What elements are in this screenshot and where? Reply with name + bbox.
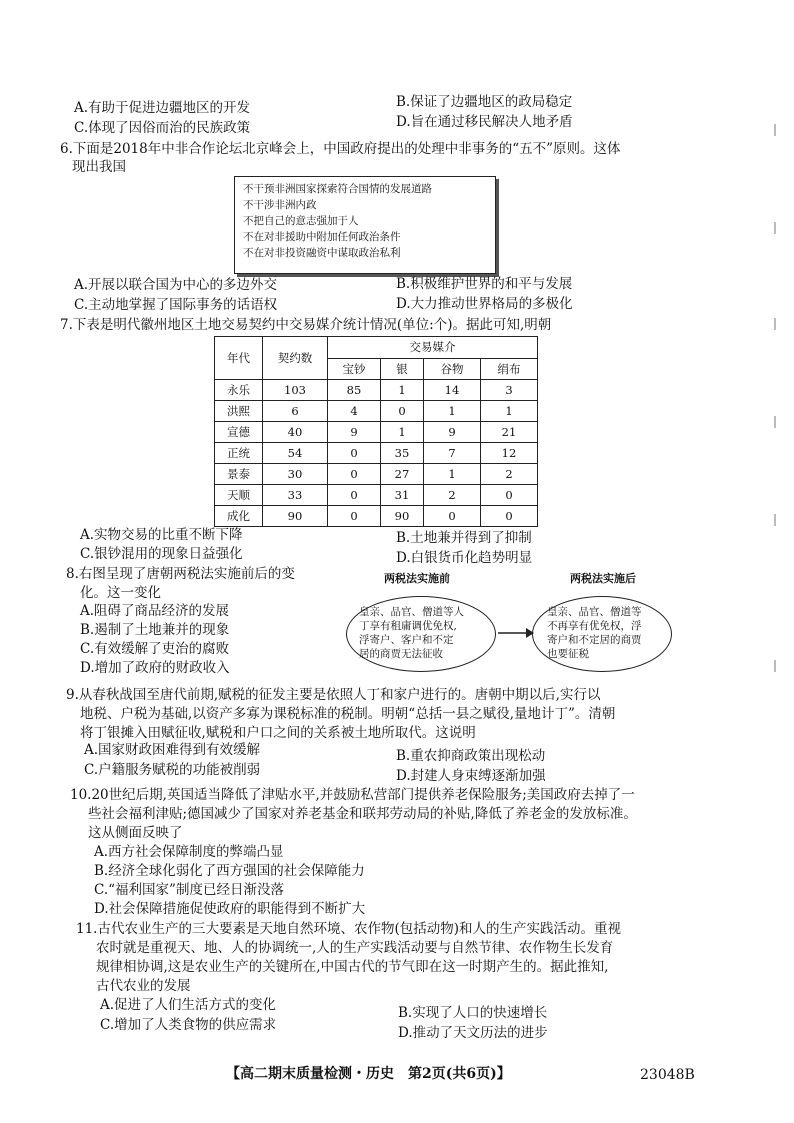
- table-row: [215, 380, 538, 401]
- margin-mark: [774, 660, 776, 672]
- table-cell: 54: [263, 443, 328, 464]
- q5-option-c: C.体现了因俗而治的民族政策: [74, 120, 251, 136]
- exam-code: 23048B: [640, 1067, 695, 1083]
- q10-option-d: D.社会保障措施促使政府的职能得到不断扩大: [94, 901, 366, 917]
- q6-option-a: A.开展以联合国为中心的多边外交: [74, 277, 278, 293]
- q6-stem-line1: 6.下面是2018年中非合作论坛北京峰会上，中国政府提出的处理中非事务的“五不”原则。这体: [60, 141, 621, 157]
- after-line-3: 寄户和不定居的商贾: [547, 634, 642, 646]
- table-cell: 14: [424, 380, 481, 401]
- q10-stem-line2: 些社会福利津贴;德国减少了国家对养老基金和联邦劳动局的补贴,降低了养老金的发放标准。: [88, 806, 637, 822]
- margin-mark: [774, 318, 776, 330]
- table-cell: 103: [263, 380, 328, 401]
- q6-principles-box: [234, 176, 496, 274]
- q9-stem-line2: 地税、户税为基础,以资产多寡为课税标准的税制。明朝“总括一县之赋役,量地计丁”。清朝: [80, 706, 616, 722]
- before-line-3: 浮寄户、客户和不定: [359, 634, 454, 646]
- q9-stem-line1: 9.从春秋战国至唐代前期,赋税的征发主要是依照人丁和家户进行的。唐朝中期以后,实行以: [66, 687, 601, 703]
- table-cell: 31: [381, 485, 424, 506]
- table-cell: 永乐: [215, 380, 263, 401]
- header-era: 年代: [215, 337, 263, 380]
- table-cell: 0: [328, 506, 381, 527]
- table-row: [215, 422, 538, 443]
- principle-3: 不把自己的意志强加于人: [243, 215, 359, 227]
- before-line-2: 丁享有租庸调优免权,: [359, 620, 457, 632]
- q6-stem-line2: 现出我国: [72, 159, 126, 175]
- table-cell: 33: [263, 485, 328, 506]
- table-cell: 9: [328, 422, 381, 443]
- principle-2: 不干涉非洲内政: [243, 199, 317, 211]
- header-media: 交易媒介: [328, 337, 538, 359]
- table-cell: 27: [381, 464, 424, 485]
- principle-4: 不在对非援助中附加任何政治条件: [243, 231, 401, 243]
- margin-mark: [774, 514, 776, 526]
- table-cell: 1: [424, 464, 481, 485]
- q11-stem-line4: 古代农业的发展: [96, 978, 191, 994]
- principle-5: 不在对非投资融资中谋取政治私利: [243, 247, 401, 259]
- table-row: [215, 506, 538, 527]
- q8-option-c: C.有效缓解了吏治的腐败: [80, 641, 230, 657]
- after-title: 两税法实施后: [570, 572, 636, 585]
- table-cell: 0: [328, 485, 381, 506]
- q6-option-b: B.积极维护世界的和平与发展: [396, 276, 573, 292]
- q9-option-a: A.国家财政困难得到有效缓解: [84, 742, 261, 758]
- table-cell: 7: [424, 443, 481, 464]
- q7-option-d: D.白银货币化趋势明显: [396, 550, 533, 566]
- before-ellipse: [346, 596, 496, 672]
- table-cell: 宣德: [215, 422, 263, 443]
- q11-option-a: A.促进了人们生活方式的变化: [100, 997, 277, 1013]
- table-cell: 天顺: [215, 485, 263, 506]
- q11-stem-line1: 11.古代农业生产的三大要素是天地自然环境、农作物(包括动物)和人的生产实践活动。重视: [76, 921, 622, 937]
- media-col-2: 银: [381, 358, 424, 380]
- q10-option-b: B.经济全球化弱化了西方强国的社会保障能力: [94, 863, 365, 879]
- q7-option-a: A.实物交易的比重不断下降: [80, 527, 243, 543]
- q10-option-a: A.西方社会保障制度的弊端凸显: [94, 844, 284, 860]
- table-row: [215, 464, 538, 485]
- table-cell: 0: [481, 506, 538, 527]
- header-count: 契约数: [263, 337, 328, 380]
- q9-option-b: B.重农抑商政策出现松动: [396, 748, 546, 764]
- q7-option-c: C.银钞混用的现象日益强化: [80, 546, 243, 562]
- before-line-4: 居的商贾无法征收: [359, 648, 443, 660]
- q8-option-b: B.遏制了土地兼并的现象: [80, 622, 230, 638]
- q8-option-a: A.阻碍了商品经济的发展: [80, 603, 230, 619]
- table-cell: 0: [381, 401, 424, 422]
- before-title: 两税法实施前: [384, 572, 450, 585]
- q5-option-d: D.旨在通过移民解决人地矛盾: [396, 114, 573, 130]
- q9-option-d: D.封建人身束缚逐渐加强: [396, 768, 546, 784]
- table-row: [215, 443, 538, 464]
- table-row: [215, 485, 538, 506]
- table-cell: 35: [381, 443, 424, 464]
- table-cell: 2: [481, 464, 538, 485]
- table-cell: 正统: [215, 443, 263, 464]
- margin-mark: [774, 416, 776, 428]
- table-cell: 40: [263, 422, 328, 443]
- table-row: [215, 401, 538, 422]
- media-col-4: 绢布: [481, 358, 538, 380]
- table-cell: 1: [381, 380, 424, 401]
- q8-stem-line1: 8.右图呈现了唐朝两税法实施前后的变: [66, 566, 295, 582]
- table-cell: 3: [481, 380, 538, 401]
- table-cell: 2: [424, 485, 481, 506]
- after-line-4: 也要征税: [547, 648, 589, 660]
- table-cell: 0: [328, 443, 381, 464]
- table-cell: 90: [263, 506, 328, 527]
- table-cell: 景泰: [215, 464, 263, 485]
- margin-mark: [774, 222, 776, 234]
- after-line-2: 不再享有优免权，浮: [547, 620, 642, 632]
- q5-option-a: A.有助于促进边疆地区的开发: [74, 100, 251, 116]
- table-cell: 90: [381, 506, 424, 527]
- q7-trade-table: [214, 336, 538, 527]
- table-cell: 4: [328, 401, 381, 422]
- margin-mark: [774, 124, 776, 136]
- q9-stem-line3: 将丁银摊入田赋征收,赋税和户口之间的关系被土地所取代。这说明: [80, 725, 476, 741]
- table-cell: 洪熙: [215, 401, 263, 422]
- media-col-1: 宝钞: [328, 358, 381, 380]
- table-cell: 12: [481, 443, 538, 464]
- q9-option-c: C.户籍服务赋税的功能被削弱: [84, 762, 261, 778]
- q11-option-d: D.推动了天文历法的进步: [398, 1025, 548, 1041]
- table-cell: 6: [263, 401, 328, 422]
- q11-option-b: B.实现了人口的快速增长: [398, 1005, 548, 1021]
- q5-option-b: B.保证了边疆地区的政局稳定: [396, 94, 573, 110]
- table-cell: 0: [424, 506, 481, 527]
- table-cell: 30: [263, 464, 328, 485]
- table-cell: 0: [328, 464, 381, 485]
- q6-option-c: C.主动地掌握了国际事务的话语权: [74, 297, 278, 313]
- table-cell: 21: [481, 422, 538, 443]
- after-line-1: 皇亲、品官、僧道等: [547, 606, 642, 618]
- table-cell: 1: [381, 422, 424, 443]
- table-cell: 0: [481, 485, 538, 506]
- before-line-1: 皇亲、品官、僧道等人: [359, 606, 464, 618]
- q7-option-b: B.土地兼并得到了抑制: [396, 530, 532, 546]
- after-ellipse: [532, 596, 672, 672]
- table-cell: 成化: [215, 506, 263, 527]
- table-cell: 85: [328, 380, 381, 401]
- q10-stem-line3: 这从侧面反映了: [88, 825, 183, 841]
- q8-option-d: D.增加了政府的财政收入: [80, 660, 230, 676]
- q7-stem: 7.下表是明代徽州地区土地交易契约中交易媒介统计情况(单位:个)。据此可知,明朝: [60, 317, 552, 333]
- page-footer-title: 【高二期末质量检测・历史 第2页(共6页)】: [226, 1066, 511, 1082]
- q6-option-d: D.大力推动世界格局的多极化: [396, 296, 573, 312]
- q8-stem-line2: 化。这一变化: [80, 585, 161, 601]
- q11-stem-line2: 农时就是重视天、地、人的协调统一,人的生产实践活动要与自然节律、农作物生长发育: [96, 940, 614, 956]
- table-cell: 1: [481, 401, 538, 422]
- q10-option-c: C.“福利国家”制度已经日渐没落: [94, 882, 284, 898]
- q11-option-c: C.增加了人类食物的供应需求: [100, 1017, 277, 1033]
- q10-stem-line1: 10.20世纪后期,英国适当降低了津贴水平,并鼓励私营部门提供养老保险服务;美国政府去掉了一: [70, 787, 635, 803]
- table-cell: 1: [424, 401, 481, 422]
- q11-stem-line3: 规律相协调,这是农业生产的关键所在,中国古代的节气即在这一时期产生的。据此推知,: [96, 959, 609, 975]
- principle-1: 不干预非洲国家探索符合国情的发展道路: [243, 183, 432, 195]
- arrow-right-icon: [496, 626, 536, 640]
- table-cell: 9: [424, 422, 481, 443]
- media-col-3: 谷物: [424, 358, 481, 380]
